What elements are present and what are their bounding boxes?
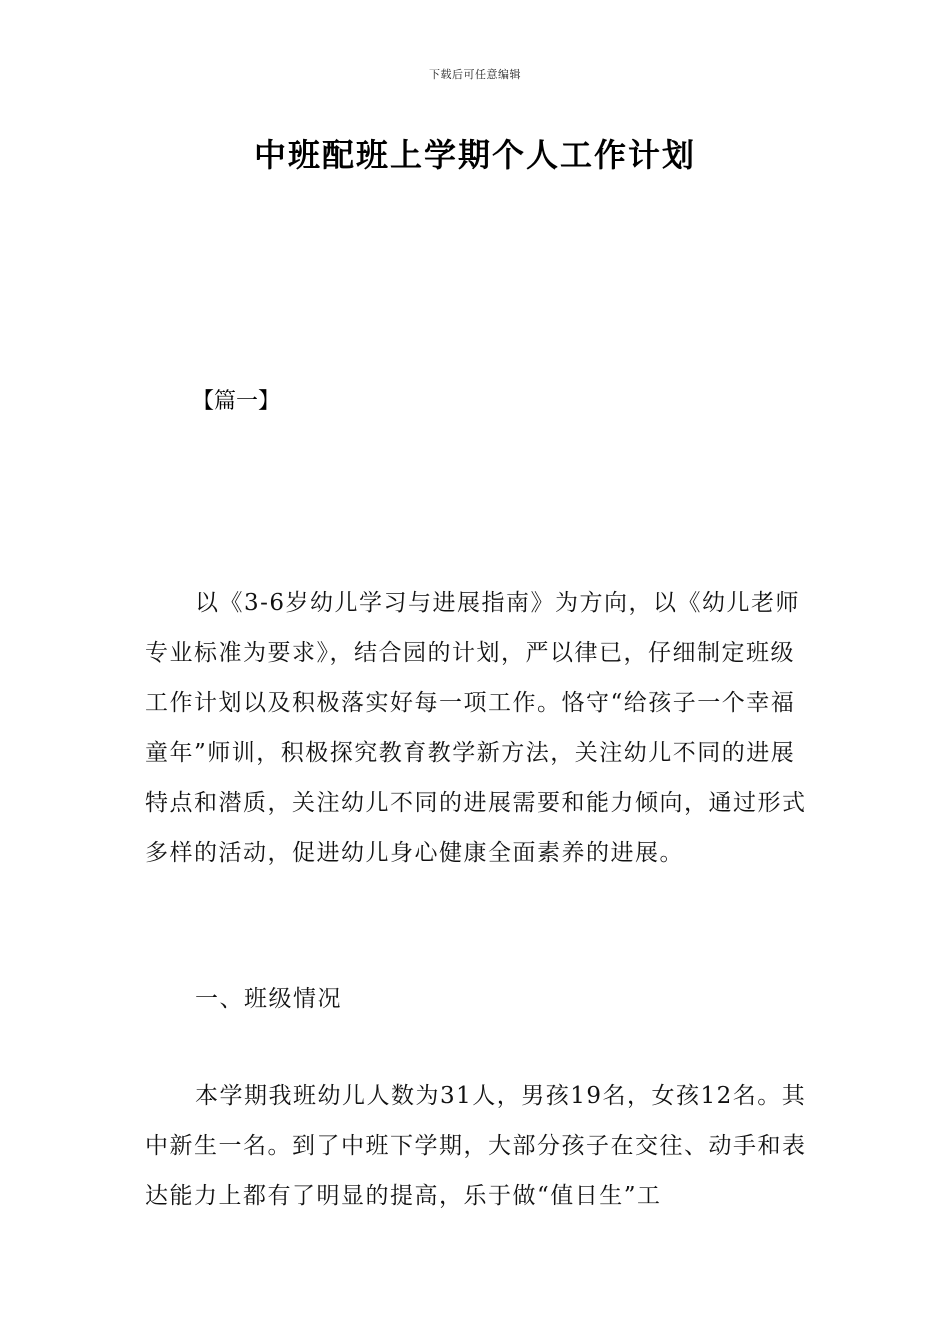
- section-heading-class-situation: 一、班级情况: [195, 986, 342, 1012]
- body-paragraph-2: 本学期我班幼儿人数为31人，男孩19名，女孩12名。其中新生一名。到了中班下学期，大部分孩子在交往、动手和表达能力上都有了明显的提高，乐于做“值日生”工: [145, 1083, 807, 1209]
- body-paragraph-1: 以《3-6岁幼儿学习与进展指南》为方向，以《幼儿老师专业标准为要求》，结合园的计划，严以律已，仔细制定班级工作计划以及积极落实好每一项工作。恪守“给孩子一个幸福童年”师训，积极探究教育教学新方法，关注幼儿不同的进展特点和潜质，关注幼儿不同的进展需要和能力倾向，通过形式多样的活动，促进幼儿身心健康全面素养的进展。: [145, 590, 807, 866]
- section-marker: 【篇一】: [192, 389, 281, 414]
- document-title: 中班配班上学期个人工作计划: [253, 136, 696, 174]
- header-note: 下载后可任意编辑: [429, 68, 521, 81]
